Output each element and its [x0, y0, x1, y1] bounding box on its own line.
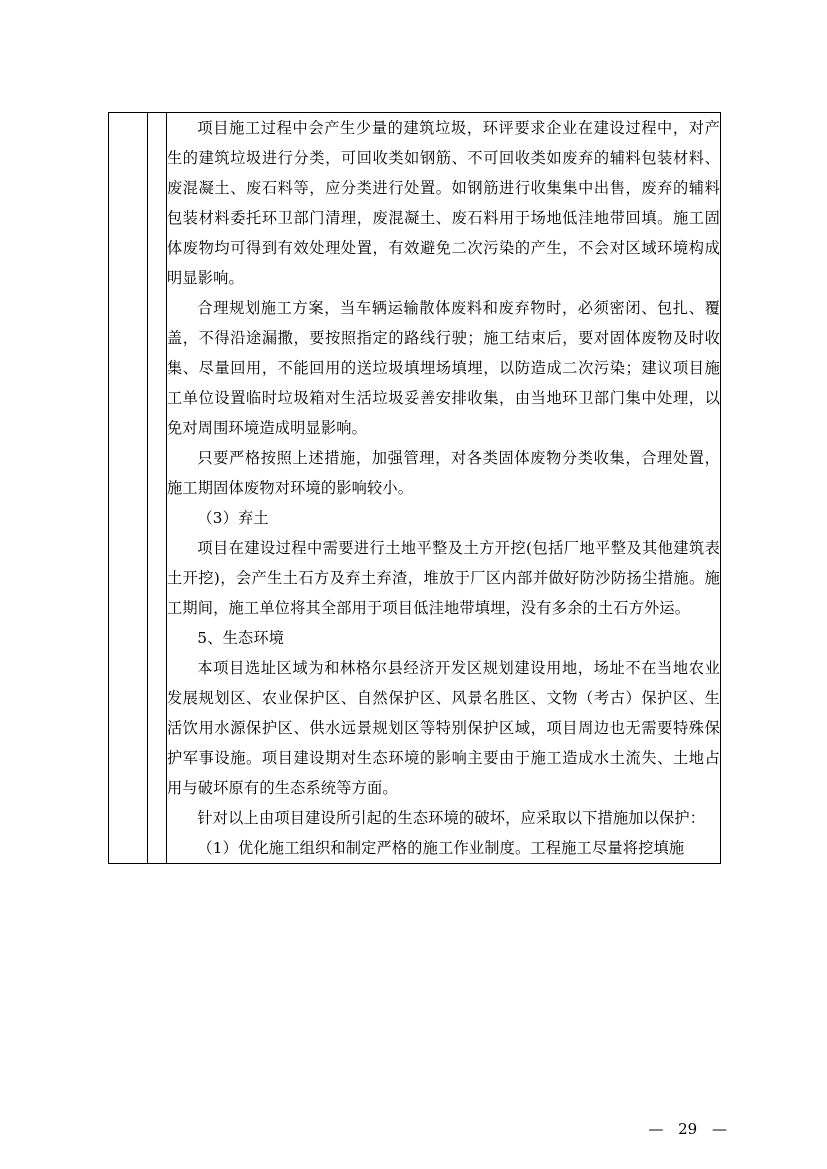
- paragraph-measures-summary: 只要严格按照上述措施，加强管理，对各类固体废物分类收集，合理处置，施工期固体废物对环境的影响较小。: [167, 449, 720, 497]
- table-cell-content: [167, 113, 721, 864]
- page-footer: [0, 1120, 827, 1138]
- footer-page-number: 29: [678, 1120, 698, 1138]
- table-row: [109, 113, 721, 864]
- paragraph-earthwork: 项目在建设过程中需要进行土地平整及土方开挖(包括厂地平整及其他建筑表土开挖)，会产生土石方及弃土弃渣，堆放于厂区内部并做好防沙防扬尘措施。施工期间，施工单位将其全部用于项目低洼地带填埋，没有多余的土石方外运。: [167, 539, 720, 617]
- heading-ecological-environment: 5、生态环境: [197, 629, 285, 647]
- table-cell-second-column: [148, 113, 167, 864]
- table-cell-left-column: [109, 113, 148, 864]
- footer-left-dash: —: [648, 1120, 664, 1138]
- heading-abandoned-soil: （3）弃土: [197, 509, 269, 527]
- document-table: [108, 112, 721, 864]
- paragraph-protection-intro: 针对以上由项目建设所引起的生态环境的破坏，应采取以下措施加以保护：: [197, 809, 706, 827]
- footer-right-dash: —: [712, 1120, 727, 1138]
- paragraph-transport-plan: 合理规划施工方案，当车辆运输散体废料和废弃物时，必须密闭、包扎、覆盖，不得沿途漏撒，要按照指定的路线行驶；施工结束后，要对固体废物及时收集、尽量回用，不能回用的送垃圾填埋场填埋，以防造成二次污染；建议项目施工单位设置临时垃圾箱对生活垃圾妥善安排收集，由当地环卫部门集中处理，以免对周围环境造成明显影响。: [167, 299, 720, 437]
- paragraph-site-location: 本项目选址区域为和林格尔县经济开发区规划建设用地，场址不在当地农业发展规划区、农业保护区、自然保护区、风景名胜区、文物（考古）保护区、生活饮用水源保护区、供水远景规划区等特别保护区域，项目周边也无需要特殊保护军事设施。项目建设期对生态环境的影响主要由于施工造成水土流失、土地占用与破坏原有的生态系统等方面。: [167, 659, 720, 797]
- paragraph-construction-waste: 项目施工过程中会产生少量的建筑垃圾，环评要求企业在建设过程中，对产生的建筑垃圾进行分类，可回收类如钢筋、不可回收类如废弃的辅料包装材料、废混凝土、废石料等，应分类进行处置。如钢筋进行收集集中出售，废弃的辅料包装材料委托环卫部门清理，废混凝土、废石料用于场地低洼地带回填。施工固体废物均可得到有效处理处置，有效避免二次污染的产生，不会对区域环境构成明显影响。: [167, 119, 720, 287]
- paragraph-measure-one: （1）优化施工组织和制定严格的施工作业制度。工程施工尽量将挖填施: [197, 839, 685, 857]
